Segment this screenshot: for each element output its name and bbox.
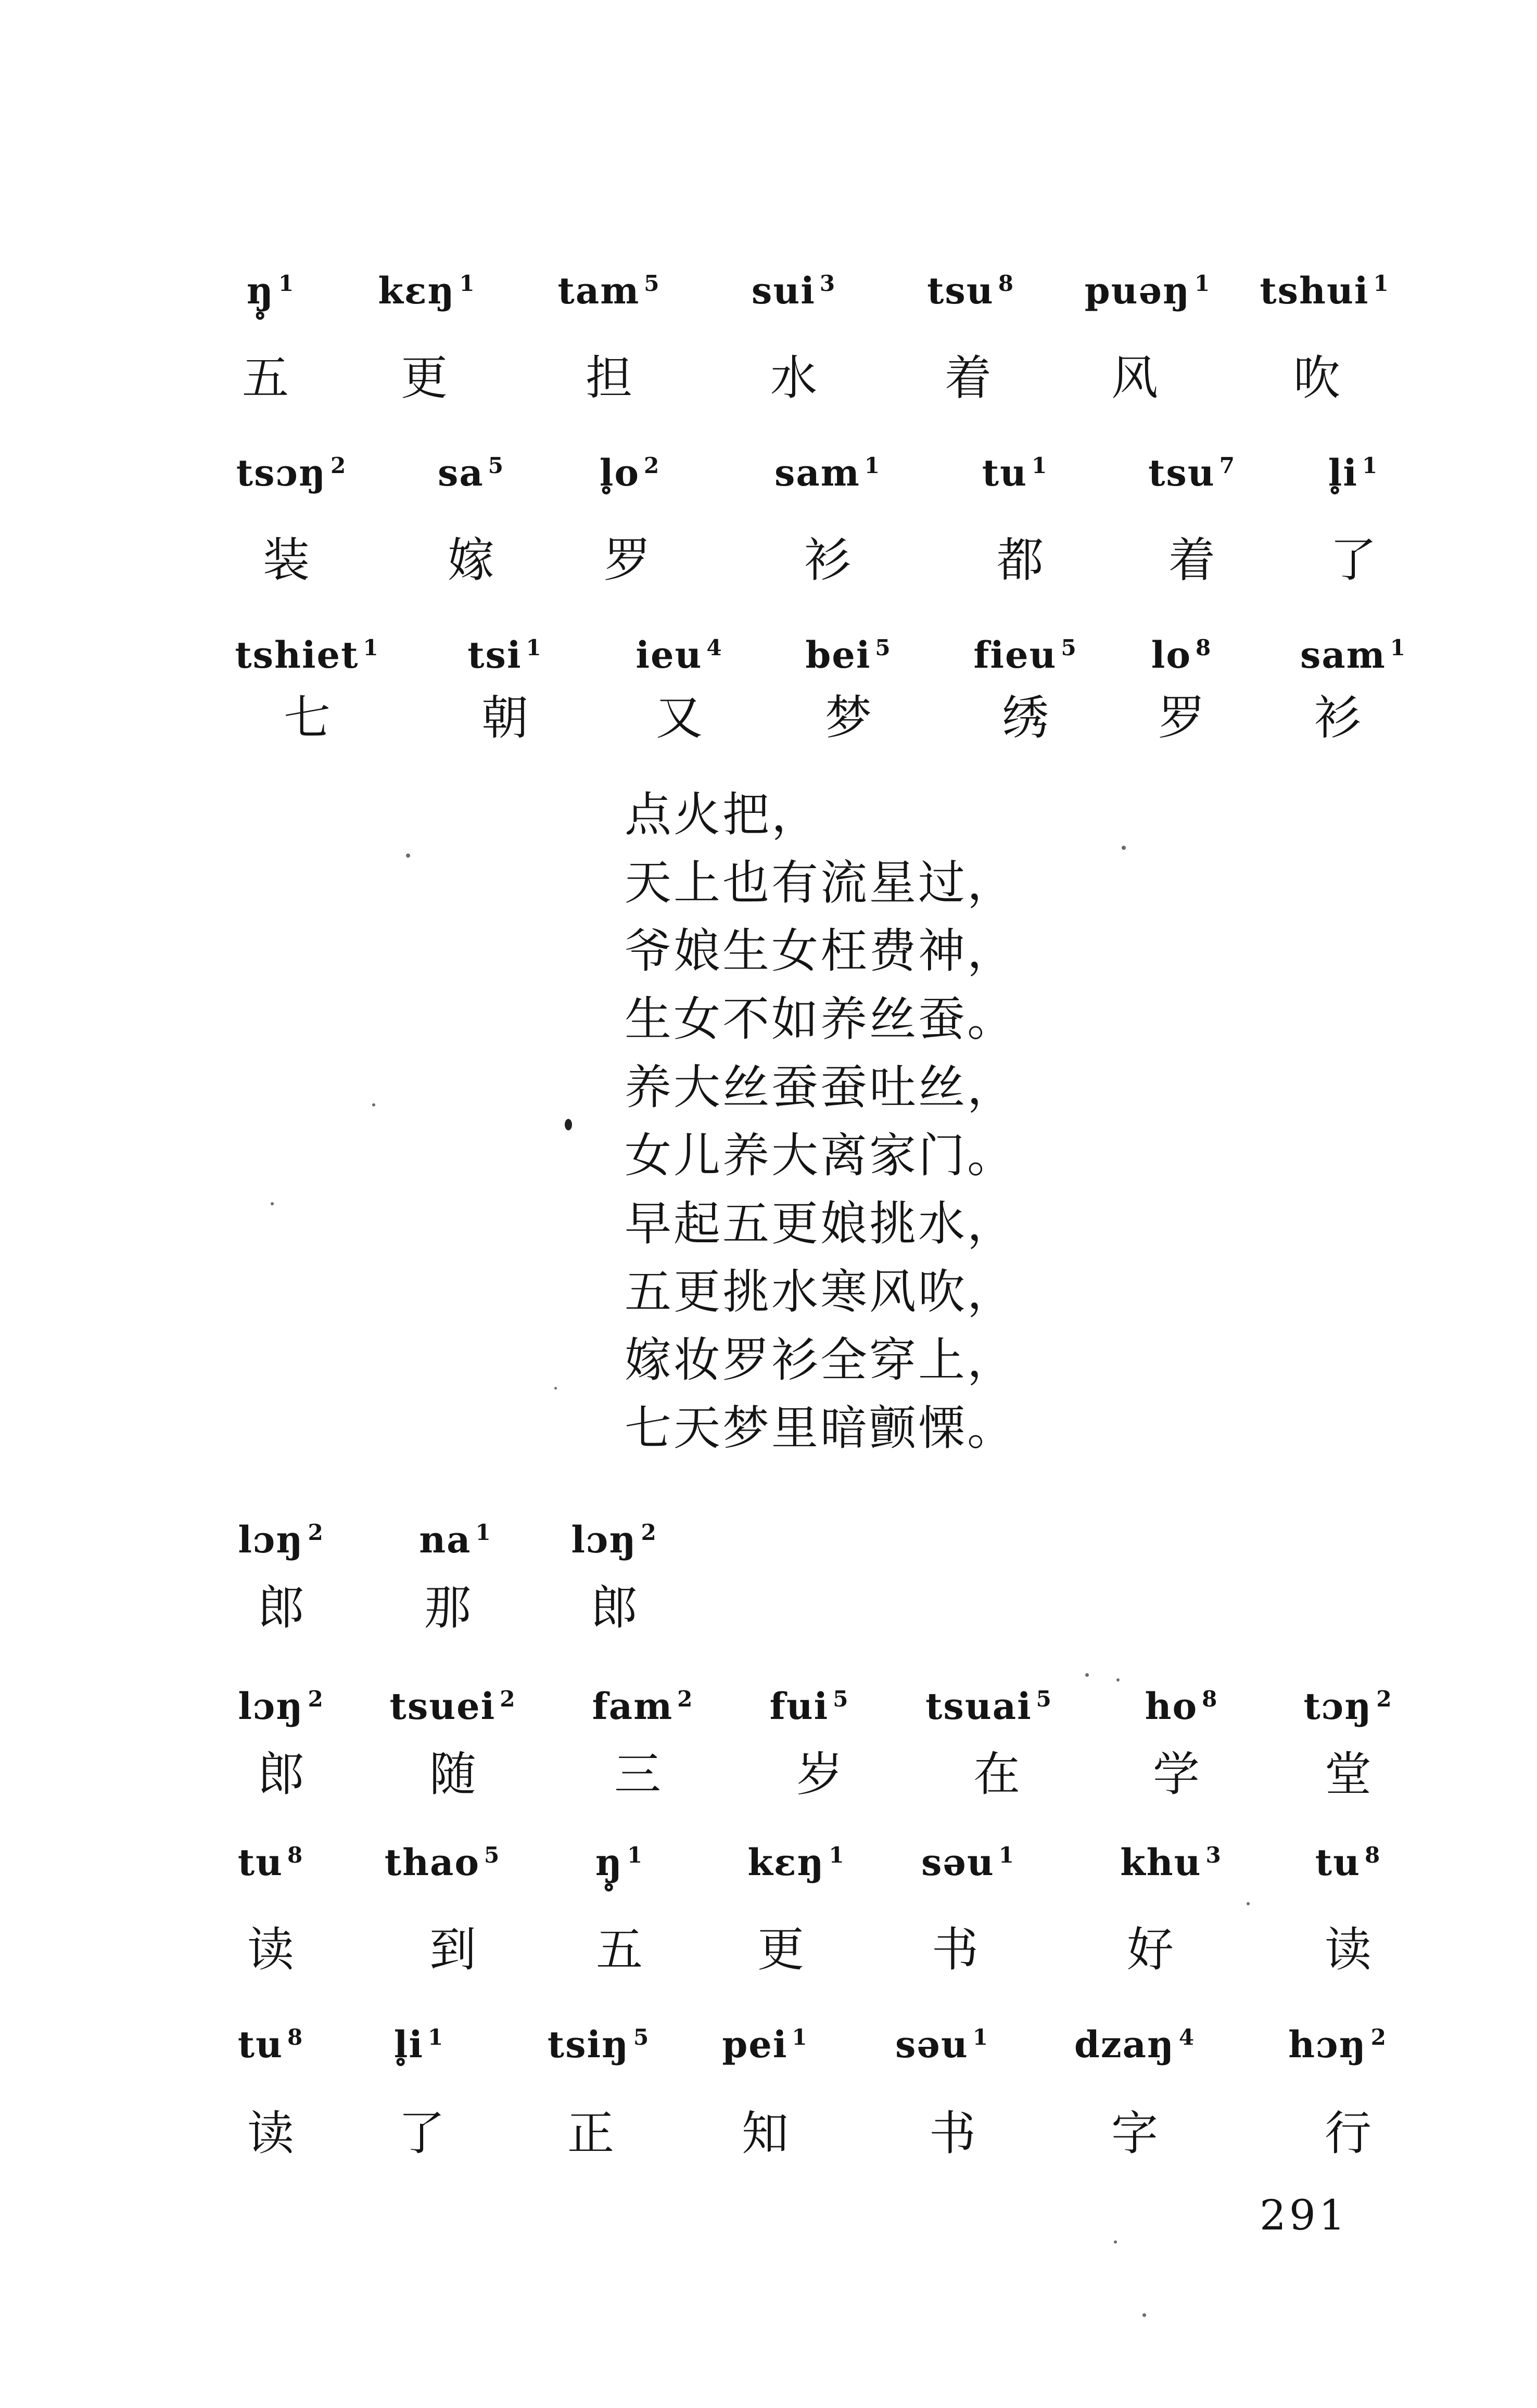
hanzi-character: 吹 bbox=[1293, 351, 1340, 405]
romanization-syllable bbox=[721, 1678, 898, 1727]
hanzi-character: 随 bbox=[429, 1747, 476, 1802]
syllable: tu bbox=[1315, 1841, 1361, 1884]
syllable: bei bbox=[805, 633, 871, 677]
tone-number: 1 bbox=[829, 1842, 845, 1868]
hanzi-character: 书 bbox=[929, 2106, 976, 2161]
scan-speck bbox=[565, 1119, 572, 1130]
verse-line: 天上也有流星过， bbox=[625, 856, 1016, 910]
syllable: lɔŋ bbox=[571, 1518, 637, 1561]
syllable: tsuai bbox=[925, 1685, 1032, 1728]
verse-line: 爷娘生女枉费神， bbox=[625, 924, 1016, 978]
romanization-syllable bbox=[1093, 627, 1270, 676]
romanization-syllable bbox=[1093, 1678, 1270, 1727]
romanization-syllable bbox=[926, 445, 1103, 494]
syllable: tɔŋ bbox=[1303, 1685, 1373, 1728]
tone-number: 2 bbox=[331, 453, 347, 478]
syllable: tu bbox=[237, 2023, 283, 2066]
scan-speck bbox=[554, 1387, 557, 1390]
tone-number: 1 bbox=[475, 1520, 492, 1545]
tone-number: 8 bbox=[1365, 1842, 1381, 1868]
tone-number: 1 bbox=[1032, 453, 1048, 478]
tone-number: 2 bbox=[1376, 1686, 1393, 1712]
romanization-syllable bbox=[1046, 2017, 1223, 2066]
tone-number: 1 bbox=[1362, 453, 1379, 478]
tone-number: 3 bbox=[819, 271, 836, 296]
tone-number: 1 bbox=[627, 1842, 644, 1868]
hanzi-character: 五 bbox=[596, 1922, 643, 1977]
tone-number: 1 bbox=[1390, 635, 1407, 660]
hanzi-character: 嫁 bbox=[448, 533, 494, 588]
romanization-syllable bbox=[1265, 445, 1442, 494]
hanzi-character: 衫 bbox=[804, 533, 851, 588]
verse-line: 五更挑水寒风吹， bbox=[625, 1265, 1016, 1319]
syllable: lɔŋ bbox=[238, 1685, 304, 1728]
hanzi-character: 更 bbox=[401, 351, 448, 405]
verse-line: 养大丝蚕蚕吐丝， bbox=[625, 1060, 1016, 1115]
tone-number: 2 bbox=[644, 453, 660, 478]
romanization-syllable bbox=[900, 1678, 1077, 1727]
verse-line: 七天梦里暗颤慄。 bbox=[625, 1401, 1016, 1456]
tone-number: 2 bbox=[500, 1686, 516, 1712]
tone-number: 8 bbox=[998, 271, 1014, 296]
hanzi-character: 衫 bbox=[1314, 691, 1361, 745]
romanization-syllable bbox=[708, 1834, 885, 1883]
romanization-syllable bbox=[705, 263, 882, 312]
hanzi-character: 正 bbox=[567, 2106, 614, 2161]
romanization-syllable bbox=[526, 1512, 703, 1561]
syllable: khu bbox=[1120, 1841, 1202, 1884]
syllable: dzaŋ bbox=[1074, 2023, 1175, 2066]
hanzi-character: 那 bbox=[424, 1581, 471, 1635]
tone-number: 8 bbox=[1202, 1686, 1218, 1712]
romanization-syllable bbox=[677, 2017, 854, 2066]
romanization-syllable bbox=[1103, 445, 1280, 494]
hanzi-character: 七 bbox=[284, 691, 331, 745]
hanzi-character: 三 bbox=[614, 1747, 661, 1802]
syllable: sui bbox=[751, 269, 816, 312]
syllable: kɛŋ bbox=[747, 1841, 825, 1884]
hanzi-character: 郎 bbox=[591, 1581, 638, 1635]
tone-number: 1 bbox=[998, 1842, 1015, 1868]
hanzi-character: 了 bbox=[1330, 533, 1377, 588]
syllable: tu bbox=[982, 451, 1027, 494]
syllable: thao bbox=[384, 1841, 480, 1884]
hanzi-character: 了 bbox=[398, 2106, 445, 2161]
syllable: puəŋ bbox=[1084, 269, 1191, 312]
hanzi-character: 书 bbox=[932, 1922, 979, 1977]
romanization-syllable bbox=[854, 2017, 1031, 2066]
syllable: kɛŋ bbox=[378, 269, 455, 312]
romanization-syllable bbox=[760, 627, 937, 676]
tone-number: 1 bbox=[792, 2024, 808, 2050]
romanization-syllable bbox=[383, 445, 560, 494]
romanization-syllable bbox=[1236, 263, 1413, 312]
tone-number: 2 bbox=[308, 1520, 324, 1545]
hanzi-character: 绣 bbox=[1002, 691, 1049, 745]
hanzi-character: 读 bbox=[247, 1922, 294, 1977]
hanzi-character: 罗 bbox=[604, 533, 651, 588]
tone-number: 1 bbox=[363, 635, 379, 660]
romanization-syllable bbox=[520, 263, 697, 312]
romanization-syllable bbox=[1260, 1834, 1437, 1883]
romanization-syllable bbox=[591, 627, 768, 676]
hanzi-character: 风 bbox=[1111, 351, 1158, 405]
verse-line: 早起五更娘挑水， bbox=[625, 1196, 1016, 1251]
tone-number: 2 bbox=[1370, 2024, 1387, 2050]
romanization-syllable bbox=[937, 627, 1114, 676]
romanization-syllable bbox=[182, 263, 359, 312]
syllable: tsi bbox=[467, 633, 522, 677]
hanzi-character: 好 bbox=[1127, 1922, 1174, 1977]
syllable: tam bbox=[557, 269, 640, 312]
syllable: l̥o bbox=[599, 451, 640, 494]
tone-number: 1 bbox=[427, 2024, 444, 2050]
scan-speck bbox=[1114, 2240, 1117, 2244]
hanzi-character: 梦 bbox=[825, 691, 872, 745]
syllable: fam bbox=[592, 1685, 674, 1728]
tone-number: 1 bbox=[278, 271, 295, 296]
romanization-syllable bbox=[203, 445, 380, 494]
tone-number: 1 bbox=[972, 2024, 989, 2050]
tone-number: 1 bbox=[459, 271, 476, 296]
scan-speck bbox=[1085, 1673, 1089, 1677]
syllable: tshiet bbox=[235, 633, 359, 677]
hanzi-character: 知 bbox=[742, 2106, 789, 2161]
hanzi-character: 罗 bbox=[1158, 691, 1205, 745]
scan-speck bbox=[1247, 1902, 1250, 1905]
syllable: tu bbox=[237, 1841, 283, 1884]
romanization-syllable bbox=[541, 445, 718, 494]
hanzi-character: 着 bbox=[945, 351, 992, 405]
verse-translation bbox=[625, 781, 1016, 1462]
romanization-syllable bbox=[554, 1678, 731, 1727]
romanization-syllable bbox=[367, 1512, 544, 1561]
tone-number: 8 bbox=[1196, 635, 1212, 660]
hanzi-character: 都 bbox=[997, 533, 1044, 588]
hanzi-character: 装 bbox=[263, 533, 310, 588]
hanzi-character: 字 bbox=[1111, 2106, 1158, 2161]
syllable: sam bbox=[1300, 633, 1386, 677]
hanzi-character: 岁 bbox=[796, 1747, 843, 1802]
scan-speck bbox=[271, 1202, 274, 1205]
tone-number: 5 bbox=[633, 2024, 650, 2050]
romanization-syllable bbox=[416, 627, 593, 676]
romanization-syllable bbox=[193, 1678, 370, 1727]
romanization-syllable bbox=[182, 1834, 359, 1883]
tone-number: 2 bbox=[308, 1686, 324, 1712]
syllable: lo bbox=[1151, 633, 1192, 677]
romanization-syllable bbox=[1265, 627, 1442, 676]
verse-line: 点火把， bbox=[625, 787, 820, 842]
tone-number: 4 bbox=[706, 635, 723, 660]
verse-line: 女儿养大离家门。 bbox=[625, 1128, 1016, 1183]
syllable: tsɔŋ bbox=[236, 451, 327, 494]
tone-number: 4 bbox=[1178, 2024, 1196, 2050]
romanization-syllable bbox=[338, 263, 515, 312]
scan-speck bbox=[1142, 2313, 1146, 2317]
hanzi-character: 又 bbox=[656, 691, 703, 745]
romanization-syllable bbox=[1059, 263, 1236, 312]
hanzi-character: 着 bbox=[1168, 533, 1215, 588]
tone-number: 5 bbox=[488, 453, 504, 478]
hanzi-character: 担 bbox=[586, 351, 632, 405]
syllable: ŋ̥ bbox=[595, 1841, 623, 1884]
tone-number: 5 bbox=[1061, 635, 1077, 660]
tone-number: 5 bbox=[484, 1842, 501, 1868]
romanization-syllable bbox=[331, 2017, 507, 2066]
syllable: fui bbox=[769, 1685, 829, 1728]
tone-number: 1 bbox=[1373, 271, 1390, 296]
romanization-syllable bbox=[354, 1834, 531, 1883]
tone-number: 5 bbox=[833, 1686, 849, 1712]
tone-number: 1 bbox=[864, 453, 881, 478]
hanzi-character: 读 bbox=[1325, 1922, 1371, 1977]
verse-line: 嫁妆罗衫全穿上， bbox=[625, 1333, 1016, 1387]
syllable: tsiŋ bbox=[547, 2023, 629, 2066]
hanzi-character: 郎 bbox=[258, 1747, 304, 1802]
tone-number: 5 bbox=[875, 635, 892, 660]
syllable: tsu bbox=[927, 269, 994, 312]
verse-line: 生女不如养丝蚕。 bbox=[625, 992, 1016, 1047]
syllable: pei bbox=[722, 2023, 788, 2066]
romanization-syllable bbox=[1260, 1678, 1437, 1727]
hanzi-character: 朝 bbox=[481, 691, 528, 745]
hanzi-character: 读 bbox=[247, 2106, 294, 2161]
hanzi-character: 行 bbox=[1325, 2106, 1371, 2161]
romanization-syllable bbox=[531, 1834, 708, 1883]
hanzi-character: 水 bbox=[770, 351, 817, 405]
syllable: tsuei bbox=[389, 1685, 496, 1728]
romanization-syllable bbox=[219, 627, 396, 676]
romanization-syllable bbox=[364, 1678, 541, 1727]
tone-number: 8 bbox=[287, 1842, 304, 1868]
hanzi-character: 在 bbox=[973, 1747, 1020, 1802]
romanization-syllable bbox=[880, 1834, 1057, 1883]
hanzi-character: 到 bbox=[429, 1922, 476, 1977]
syllable: səu bbox=[921, 1841, 995, 1884]
syllable: na bbox=[419, 1518, 472, 1561]
tone-number: 1 bbox=[526, 635, 542, 660]
tone-number: 2 bbox=[677, 1686, 694, 1712]
romanization-syllable bbox=[193, 1512, 370, 1561]
syllable: ŋ̥ bbox=[246, 269, 274, 312]
syllable: ieu bbox=[636, 633, 703, 677]
syllable: tsu bbox=[1148, 451, 1215, 494]
syllable: l̥i bbox=[393, 2023, 424, 2066]
hanzi-character: 学 bbox=[1153, 1747, 1200, 1802]
tone-number: 8 bbox=[287, 2024, 304, 2050]
syllable: fieu bbox=[973, 633, 1057, 677]
romanization-syllable bbox=[1083, 1834, 1260, 1883]
syllable: lɔŋ bbox=[238, 1518, 304, 1561]
tone-number: 1 bbox=[1195, 271, 1211, 296]
tone-number: 3 bbox=[1205, 1842, 1222, 1868]
hanzi-character: 郎 bbox=[258, 1581, 304, 1635]
tone-number: 5 bbox=[1036, 1686, 1052, 1712]
romanization-syllable bbox=[1249, 2017, 1426, 2066]
romanization-syllable bbox=[510, 2017, 687, 2066]
hanzi-character: 五 bbox=[242, 351, 289, 405]
syllable: l̥i bbox=[1328, 451, 1358, 494]
scan-speck bbox=[1116, 1678, 1120, 1681]
hanzi-character: 堂 bbox=[1325, 1747, 1371, 1802]
syllable: sa bbox=[438, 451, 484, 494]
syllable: hɔŋ bbox=[1288, 2023, 1367, 2066]
tone-number: 7 bbox=[1219, 453, 1236, 478]
hanzi-character: 更 bbox=[757, 1922, 804, 1977]
syllable: ho bbox=[1145, 1685, 1198, 1728]
syllable: səu bbox=[895, 2023, 969, 2066]
syllable: tshui bbox=[1260, 269, 1369, 312]
romanization-syllable bbox=[739, 445, 916, 494]
romanization-syllable bbox=[882, 263, 1059, 312]
scan-speck bbox=[406, 853, 410, 858]
scan-speck bbox=[372, 1103, 375, 1106]
syllable: sam bbox=[774, 451, 860, 494]
page-number: 291 bbox=[1260, 2191, 1349, 2239]
scan-speck bbox=[1122, 846, 1126, 850]
tone-number: 5 bbox=[644, 271, 660, 296]
tone-number: 2 bbox=[641, 1520, 657, 1545]
